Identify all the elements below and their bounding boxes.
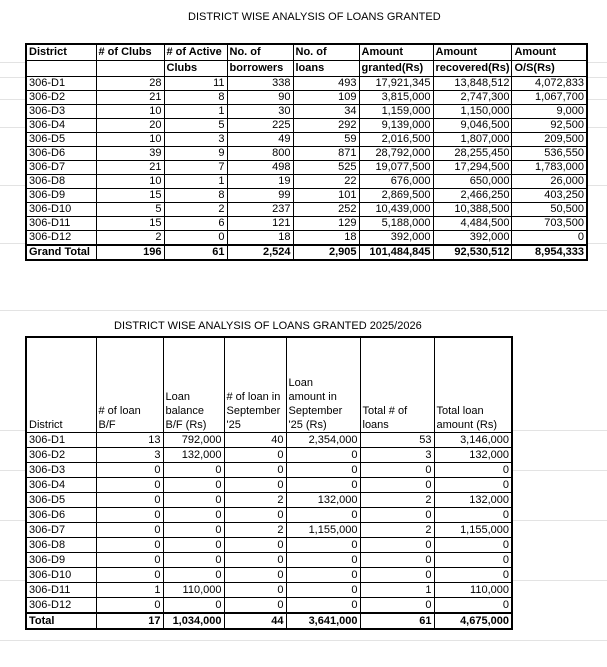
value-cell: 19 xyxy=(227,175,293,189)
table2-header-cell xyxy=(26,337,96,433)
value-cell: 13 xyxy=(96,433,163,448)
value-cell: 0 xyxy=(163,538,224,553)
value-cell: 0 xyxy=(224,583,286,598)
value-cell: 2,016,500 xyxy=(359,133,433,147)
total-cell: 44 xyxy=(224,613,286,629)
value-cell: 2 xyxy=(96,231,164,246)
district-cell: 306-D10 xyxy=(26,568,96,583)
value-cell: 0 xyxy=(434,538,512,553)
value-cell: 1,155,000 xyxy=(286,523,360,538)
value-cell: 871 xyxy=(293,147,359,161)
district-cell: 306-D8 xyxy=(26,175,96,189)
value-cell: 5,188,000 xyxy=(359,217,433,231)
total-cell: 101,484,845 xyxy=(359,245,433,260)
value-cell: 0 xyxy=(360,598,434,614)
district-cell: 306-D12 xyxy=(26,231,96,246)
value-cell: 1,159,000 xyxy=(359,105,433,119)
table-row xyxy=(26,203,587,217)
value-cell: 338 xyxy=(227,77,293,91)
value-cell: 1 xyxy=(360,583,434,598)
value-cell: 20 xyxy=(96,119,164,133)
table2-header-cell xyxy=(224,337,286,433)
value-cell: 90 xyxy=(227,91,293,105)
value-cell: 7 xyxy=(164,161,227,175)
value-cell: 525 xyxy=(293,161,359,175)
table1-header-cell: No. of xyxy=(293,44,359,61)
value-cell: 0 xyxy=(224,598,286,614)
value-cell: 13,848,512 xyxy=(433,77,512,91)
value-cell: 0 xyxy=(360,478,434,493)
total-cell: 4,675,000 xyxy=(434,613,512,629)
total-row xyxy=(26,613,512,629)
value-cell: 0 xyxy=(360,568,434,583)
value-cell: 225 xyxy=(227,119,293,133)
value-cell: 40 xyxy=(224,433,286,448)
value-cell: 0 xyxy=(96,478,163,493)
value-cell: 28,792,000 xyxy=(359,147,433,161)
header-line: # of loan in xyxy=(226,391,281,403)
header-line: '25 (Rs) xyxy=(288,419,327,431)
value-cell: 1,067,700 xyxy=(512,91,587,105)
value-cell: 209,500 xyxy=(512,133,587,147)
value-cell: 0 xyxy=(163,463,224,478)
value-cell: 0 xyxy=(96,553,163,568)
table-row xyxy=(26,583,512,598)
value-cell: 676,000 xyxy=(359,175,433,189)
value-cell: 129 xyxy=(293,217,359,231)
table1-title: DISTRICT WISE ANALYSIS OF LOANS GRANTED xyxy=(188,11,441,23)
value-cell: 10 xyxy=(96,175,164,189)
total-cell: 92,530,512 xyxy=(433,245,512,260)
value-cell: 0 xyxy=(163,598,224,614)
value-cell: 792,000 xyxy=(163,433,224,448)
table2-title: DISTRICT WISE ANALYSIS OF LOANS GRANTED 2025/2026 xyxy=(114,320,422,332)
value-cell: 99 xyxy=(227,189,293,203)
total-cell: 2,524 xyxy=(227,245,293,260)
value-cell: 0 xyxy=(434,478,512,493)
value-cell: 0 xyxy=(224,553,286,568)
district-cell: 306-D1 xyxy=(26,433,96,448)
district-cell: 306-D9 xyxy=(26,553,96,568)
total-cell: 17 xyxy=(96,613,163,629)
value-cell: 15 xyxy=(96,189,164,203)
table-row xyxy=(26,538,512,553)
value-cell: 110,000 xyxy=(163,583,224,598)
table1-header-cell: Clubs xyxy=(164,61,227,77)
value-cell: 132,000 xyxy=(434,448,512,463)
value-cell: 8 xyxy=(164,91,227,105)
table-row xyxy=(26,161,587,175)
value-cell: 49 xyxy=(227,133,293,147)
table1-header-cell: Amount xyxy=(359,44,433,61)
value-cell: 1,150,000 xyxy=(433,105,512,119)
district-cell: 306-D4 xyxy=(26,119,96,133)
district-cell: 306-D2 xyxy=(26,448,96,463)
value-cell: 0 xyxy=(434,553,512,568)
header-line: # of loan xyxy=(98,405,141,417)
table1-header-cell: Amount xyxy=(512,44,587,61)
value-cell: 252 xyxy=(293,203,359,217)
table1-header-cell: No. of xyxy=(227,44,293,61)
value-cell: 536,550 xyxy=(512,147,587,161)
value-cell: 0 xyxy=(163,508,224,523)
header-line: B/F (Rs) xyxy=(165,419,207,431)
table2-header-cell xyxy=(434,337,512,433)
value-cell: 0 xyxy=(224,478,286,493)
table1-body xyxy=(26,77,587,261)
table-row xyxy=(26,133,587,147)
district-cell: 306-D3 xyxy=(26,105,96,119)
value-cell: 6 xyxy=(164,217,227,231)
value-cell: 0 xyxy=(286,463,360,478)
value-cell: 2 xyxy=(360,493,434,508)
district-cell: 306-D4 xyxy=(26,478,96,493)
value-cell: 4,072,833 xyxy=(512,77,587,91)
table-row xyxy=(26,508,512,523)
value-cell: 392,000 xyxy=(359,231,433,246)
table-row xyxy=(26,217,587,231)
district-cell: 306-D7 xyxy=(26,523,96,538)
table1-header-cell: Amount xyxy=(433,44,512,61)
total-label: Grand Total xyxy=(26,245,96,260)
grand-total-row xyxy=(26,245,587,260)
value-cell: 132,000 xyxy=(286,493,360,508)
value-cell: 28 xyxy=(96,77,164,91)
table1-header-cell: loans xyxy=(293,61,359,77)
table-row xyxy=(26,189,587,203)
value-cell: 0 xyxy=(96,493,163,508)
table-row xyxy=(26,493,512,508)
value-cell: 50,500 xyxy=(512,203,587,217)
district-cell: 306-D6 xyxy=(26,508,96,523)
table-row xyxy=(26,463,512,478)
value-cell: 0 xyxy=(286,508,360,523)
total-label: Total xyxy=(26,613,96,629)
value-cell: 3 xyxy=(360,448,434,463)
value-cell: 493 xyxy=(293,77,359,91)
header-line: amount in xyxy=(288,391,337,403)
value-cell: 0 xyxy=(164,231,227,246)
table-row xyxy=(26,105,587,119)
value-cell: 9,046,500 xyxy=(433,119,512,133)
value-cell: 18 xyxy=(227,231,293,246)
value-cell: 0 xyxy=(286,553,360,568)
table2-header-cell xyxy=(96,337,163,433)
value-cell: 0 xyxy=(163,553,224,568)
value-cell: 17,294,500 xyxy=(433,161,512,175)
value-cell: 2 xyxy=(224,493,286,508)
table-row xyxy=(26,523,512,538)
value-cell: 3,146,000 xyxy=(434,433,512,448)
value-cell: 59 xyxy=(293,133,359,147)
total-cell: 61 xyxy=(164,245,227,260)
value-cell: 0 xyxy=(224,448,286,463)
district-cell: 306-D2 xyxy=(26,91,96,105)
value-cell: 21 xyxy=(96,91,164,105)
table-row xyxy=(26,91,587,105)
table-row xyxy=(26,448,512,463)
value-cell: 0 xyxy=(96,523,163,538)
district-cell: 306-D1 xyxy=(26,77,96,91)
value-cell: 22 xyxy=(293,175,359,189)
district-cell: 306-D9 xyxy=(26,189,96,203)
value-cell: 121 xyxy=(227,217,293,231)
value-cell: 498 xyxy=(227,161,293,175)
value-cell: 26,000 xyxy=(512,175,587,189)
header-line: Total # of xyxy=(362,405,408,417)
table2-header xyxy=(26,337,512,433)
total-cell: 3,641,000 xyxy=(286,613,360,629)
total-cell: 8,954,333 xyxy=(512,245,587,260)
value-cell: 10,388,500 xyxy=(433,203,512,217)
header-line: Loan xyxy=(165,391,190,403)
value-cell: 9,000 xyxy=(512,105,587,119)
header-line: September xyxy=(226,405,281,417)
value-cell: 19,077,500 xyxy=(359,161,433,175)
table1-header-cell: recovered(Rs) xyxy=(433,61,512,77)
value-cell: 3,815,000 xyxy=(359,91,433,105)
table-row xyxy=(26,433,512,448)
value-cell: 2 xyxy=(360,523,434,538)
value-cell: 2 xyxy=(164,203,227,217)
table-row xyxy=(26,478,512,493)
value-cell: 1 xyxy=(164,175,227,189)
header-line: '25 xyxy=(226,419,241,431)
value-cell: 0 xyxy=(360,538,434,553)
value-cell: 15 xyxy=(96,217,164,231)
value-cell: 0 xyxy=(360,463,434,478)
value-cell: 92,500 xyxy=(512,119,587,133)
value-cell: 0 xyxy=(286,538,360,553)
value-cell: 0 xyxy=(163,523,224,538)
value-cell: 101 xyxy=(293,189,359,203)
value-cell: 11 xyxy=(164,77,227,91)
table1-header-cell: borrowers xyxy=(227,61,293,77)
value-cell: 8 xyxy=(164,189,227,203)
value-cell: 0 xyxy=(224,568,286,583)
value-cell: 1 xyxy=(164,105,227,119)
value-cell: 1 xyxy=(96,583,163,598)
value-cell: 0 xyxy=(224,463,286,478)
table1-header-cell: # of Active xyxy=(164,44,227,61)
value-cell: 1,155,000 xyxy=(434,523,512,538)
value-cell: 30 xyxy=(227,105,293,119)
value-cell: 28,255,450 xyxy=(433,147,512,161)
table-row xyxy=(26,119,587,133)
table1-header-cell: granted(Rs) xyxy=(359,61,433,77)
table1-header xyxy=(26,44,587,77)
table2-body xyxy=(26,433,512,630)
value-cell: 703,500 xyxy=(512,217,587,231)
value-cell: 0 xyxy=(163,568,224,583)
value-cell: 39 xyxy=(96,147,164,161)
district-cell: 306-D5 xyxy=(26,133,96,147)
value-cell: 2,869,500 xyxy=(359,189,433,203)
header-line: balance xyxy=(165,405,205,417)
header-line: Total loan xyxy=(436,405,484,417)
value-cell: 0 xyxy=(224,508,286,523)
value-cell: 292 xyxy=(293,119,359,133)
value-cell: 10 xyxy=(96,133,164,147)
total-cell: 1,034,000 xyxy=(163,613,224,629)
value-cell: 0 xyxy=(434,463,512,478)
value-cell: 2,354,000 xyxy=(286,433,360,448)
value-cell: 5 xyxy=(96,203,164,217)
district-cell: 306-D5 xyxy=(26,493,96,508)
value-cell: 0 xyxy=(286,448,360,463)
value-cell: 10 xyxy=(96,105,164,119)
district-cell: 306-D7 xyxy=(26,161,96,175)
value-cell: 0 xyxy=(434,598,512,614)
value-cell: 1,783,000 xyxy=(512,161,587,175)
table1-header-cell xyxy=(96,61,164,77)
district-cell: 306-D12 xyxy=(26,598,96,614)
value-cell: 0 xyxy=(286,598,360,614)
value-cell: 0 xyxy=(163,478,224,493)
value-cell: 0 xyxy=(96,538,163,553)
value-cell: 3 xyxy=(164,133,227,147)
value-cell: 109 xyxy=(293,91,359,105)
district-loans-table xyxy=(25,43,588,261)
table-row xyxy=(26,175,587,189)
table1-header-cell: O/S(Rs) xyxy=(512,61,587,77)
value-cell: 650,000 xyxy=(433,175,512,189)
value-cell: 0 xyxy=(360,508,434,523)
value-cell: 0 xyxy=(360,553,434,568)
value-cell: 0 xyxy=(434,508,512,523)
value-cell: 17,921,345 xyxy=(359,77,433,91)
value-cell: 2 xyxy=(224,523,286,538)
value-cell: 0 xyxy=(434,568,512,583)
district-cell: 306-D8 xyxy=(26,538,96,553)
value-cell: 53 xyxy=(360,433,434,448)
value-cell: 800 xyxy=(227,147,293,161)
header-line: September xyxy=(288,405,343,417)
header-line: loans xyxy=(362,419,389,431)
table1-header-cell: District xyxy=(26,44,96,61)
value-cell: 3 xyxy=(96,448,163,463)
value-cell: 18 xyxy=(293,231,359,246)
table-row xyxy=(26,77,587,91)
value-cell: 10,439,000 xyxy=(359,203,433,217)
value-cell: 0 xyxy=(96,598,163,614)
value-cell: 34 xyxy=(293,105,359,119)
value-cell: 0 xyxy=(224,538,286,553)
value-cell: 403,250 xyxy=(512,189,587,203)
district-cell: 306-D11 xyxy=(26,217,96,231)
table1-header-cell xyxy=(26,61,96,77)
value-cell: 2,747,300 xyxy=(433,91,512,105)
value-cell: 392,000 xyxy=(433,231,512,246)
value-cell: 0 xyxy=(286,583,360,598)
value-cell: 0 xyxy=(286,478,360,493)
header-line: Loan xyxy=(288,377,313,389)
district-cell: 306-D3 xyxy=(26,463,96,478)
table-row xyxy=(26,568,512,583)
district-cell: 306-D11 xyxy=(26,583,96,598)
value-cell: 132,000 xyxy=(163,448,224,463)
value-cell: 4,484,500 xyxy=(433,217,512,231)
table-row xyxy=(26,147,587,161)
table2-header-cell xyxy=(286,337,360,433)
value-cell: 9,139,000 xyxy=(359,119,433,133)
value-cell: 9 xyxy=(164,147,227,161)
table-row xyxy=(26,553,512,568)
district-cell: 306-D6 xyxy=(26,147,96,161)
value-cell: 0 xyxy=(163,493,224,508)
value-cell: 0 xyxy=(286,568,360,583)
header-line: amount (Rs) xyxy=(436,419,498,431)
value-cell: 132,000 xyxy=(434,493,512,508)
value-cell: 21 xyxy=(96,161,164,175)
value-cell: 2,466,250 xyxy=(433,189,512,203)
table2-header-cell xyxy=(163,337,224,433)
value-cell: 5 xyxy=(164,119,227,133)
table2-header-cell xyxy=(360,337,434,433)
table-row xyxy=(26,598,512,614)
table1-header-cell: # of Clubs xyxy=(96,44,164,61)
value-cell: 0 xyxy=(96,508,163,523)
value-cell: 0 xyxy=(96,463,163,478)
value-cell: 110,000 xyxy=(434,583,512,598)
total-cell: 61 xyxy=(360,613,434,629)
district-cell: 306-D10 xyxy=(26,203,96,217)
total-cell: 196 xyxy=(96,245,164,260)
value-cell: 0 xyxy=(96,568,163,583)
value-cell: 1,807,000 xyxy=(433,133,512,147)
table-row xyxy=(26,231,587,246)
total-cell: 2,905 xyxy=(293,245,359,260)
value-cell: 0 xyxy=(512,231,587,246)
header-line: B/F xyxy=(98,419,116,431)
header-line: District xyxy=(29,419,63,431)
district-loans-2025-table xyxy=(25,336,513,630)
value-cell: 237 xyxy=(227,203,293,217)
